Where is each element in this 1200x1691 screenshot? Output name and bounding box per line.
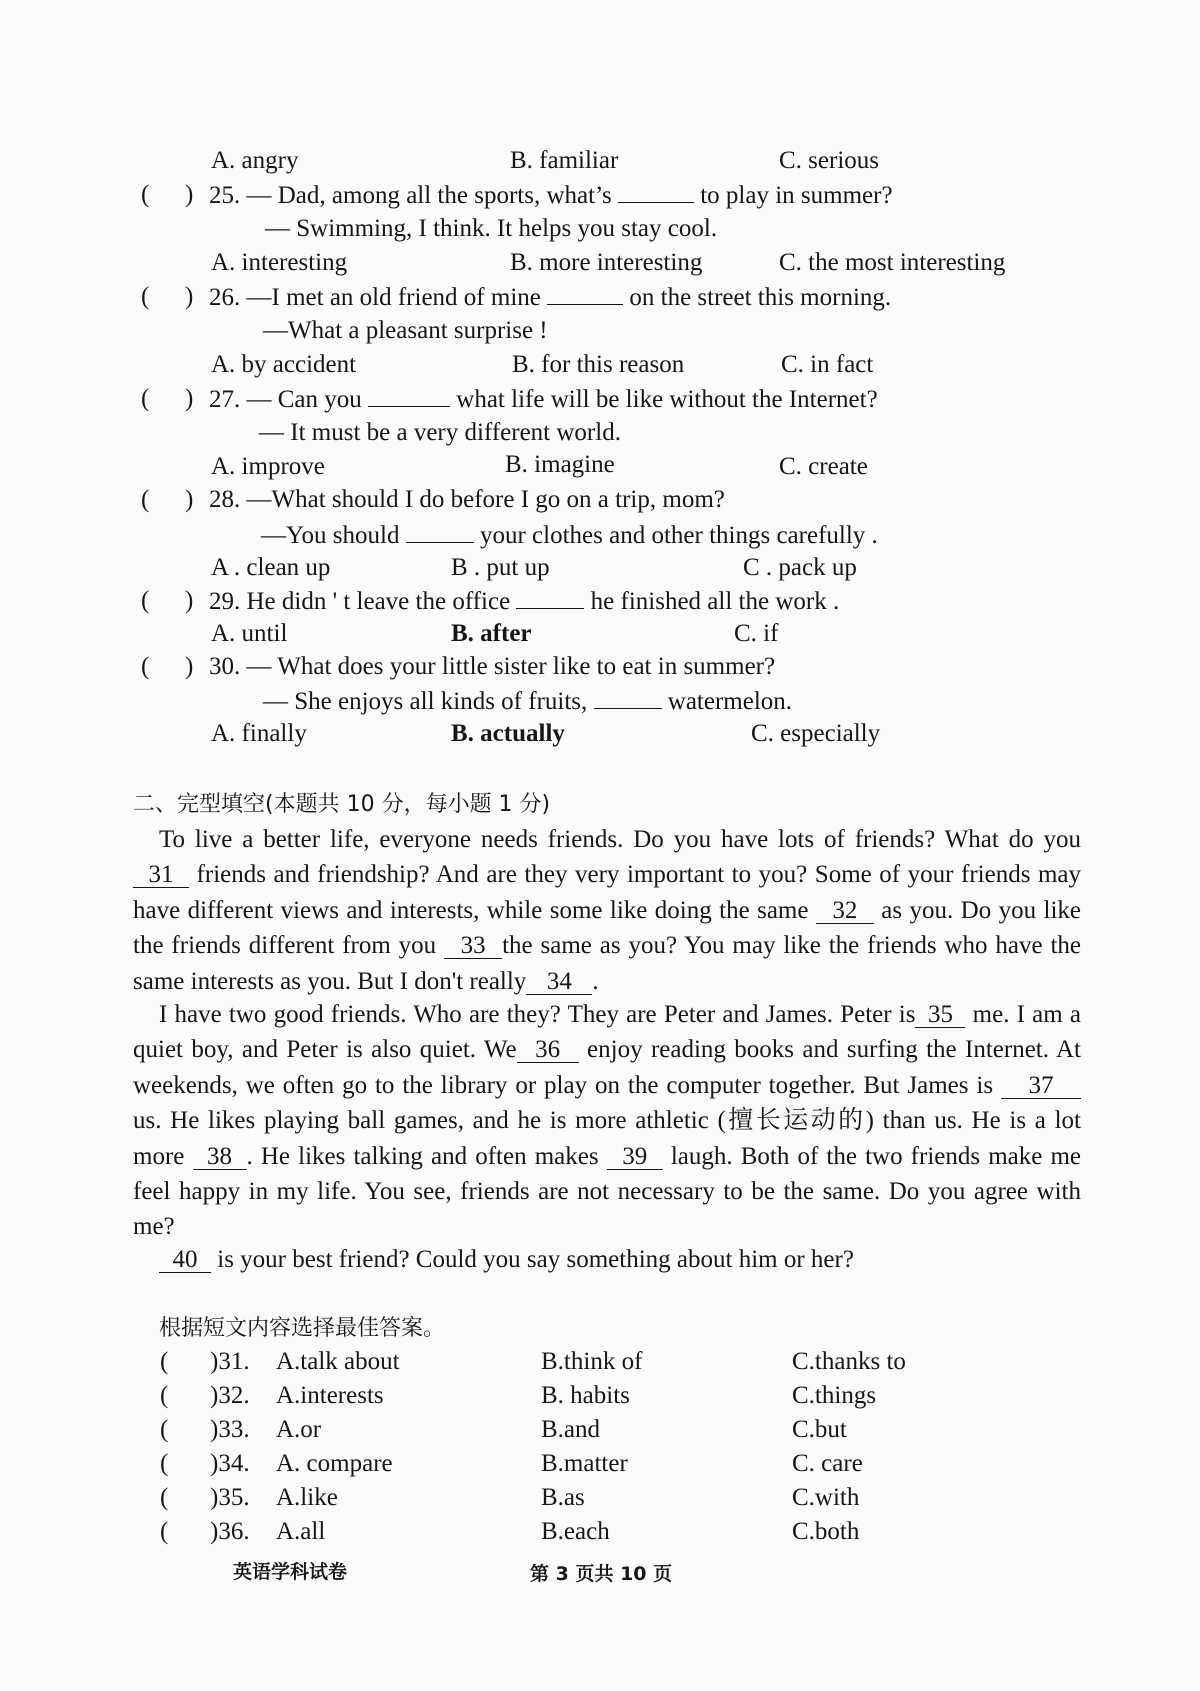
q34-option-a: A. compare bbox=[276, 1450, 393, 1477]
q26-option-c: C. in fact bbox=[781, 351, 874, 378]
blank-39: 39 bbox=[607, 1145, 663, 1170]
q27-option-a: A. improve bbox=[211, 453, 325, 480]
passage-text: enjoy reading books and surfing the Internet. At weekends, we often go to the library or play on the computer together. But James is bbox=[133, 1036, 1082, 1099]
q26-answer-paren-close: ) bbox=[185, 283, 194, 310]
q24-option-b: B. familiar bbox=[510, 147, 619, 174]
q29-option-c: C. if bbox=[734, 620, 779, 647]
q30-question: — What does your little sister like to eat in summer? bbox=[246, 653, 776, 680]
q33-question-number: )33. bbox=[210, 1416, 250, 1443]
section2-heading: 二、完型填空(本题共 10 分，每小题 1 分) bbox=[133, 792, 551, 817]
q30-reply bbox=[263, 686, 792, 717]
q28-text-post: your clothes and other things carefully . bbox=[479, 522, 878, 549]
blank-33: 33 bbox=[444, 934, 502, 959]
q34-option-c: C. care bbox=[792, 1450, 863, 1477]
blank-37: 37 bbox=[1001, 1074, 1081, 1099]
q24-option-c: C. serious bbox=[779, 147, 879, 174]
q25-option-a: A. interesting bbox=[211, 249, 348, 276]
q25-stem bbox=[209, 180, 893, 211]
passage-text: us. He likes playing ball games, and he is more athletic (擅长运动的) than us. He is a lot more bbox=[133, 1107, 1081, 1170]
q30-stem bbox=[209, 652, 775, 682]
q30-blank bbox=[594, 686, 662, 709]
passage-text: I have two good friends. Who are they? They are Peter and James. Peter is bbox=[159, 1001, 916, 1028]
q26-option-a: A. by accident bbox=[211, 351, 357, 378]
q36-option-a: A.all bbox=[276, 1518, 326, 1545]
q26-text-post: on the street this morning. bbox=[629, 284, 892, 311]
q29-text-post: he finished all the work . bbox=[590, 588, 840, 615]
q26-text-pre: —I met an old friend of mine bbox=[246, 284, 541, 311]
q26-reply: —What a pleasant surprise ! bbox=[263, 317, 548, 344]
q27-option-c: C. create bbox=[779, 453, 868, 480]
q25-text-pre: — Dad, among all the sports, what’s bbox=[246, 182, 612, 209]
q29-answer-paren-open: ( bbox=[141, 587, 150, 614]
q28-blank bbox=[406, 520, 474, 543]
q25-option-c: C. the most interesting bbox=[779, 249, 1006, 276]
q32-answer-paren-open: ( bbox=[160, 1382, 169, 1409]
q36-answer-paren-open: ( bbox=[160, 1518, 169, 1545]
q30-option-b: B. actually bbox=[451, 720, 565, 747]
q36-option-c: C.both bbox=[792, 1518, 860, 1545]
q27-reply: — It must be a very different world. bbox=[259, 419, 621, 446]
q26-answer-paren-open: ( bbox=[141, 283, 150, 310]
passage-text: . bbox=[592, 967, 599, 995]
q24-option-a: A. angry bbox=[211, 147, 299, 174]
blank-36: 36 bbox=[517, 1038, 579, 1063]
q35-question-number: )35. bbox=[210, 1484, 250, 1511]
blank-35: 35 bbox=[915, 1003, 965, 1028]
q27-answer-paren-open: ( bbox=[141, 385, 150, 412]
q28-reply bbox=[261, 520, 878, 551]
q32-option-a: A.interests bbox=[276, 1382, 384, 1409]
q27-option-b: B. imagine bbox=[505, 451, 615, 478]
q31-option-a: A.talk about bbox=[276, 1348, 400, 1375]
q36-question-number: )36. bbox=[210, 1518, 250, 1545]
q33-option-c: C.but bbox=[792, 1416, 847, 1443]
q26-blank bbox=[547, 282, 623, 305]
q25-text-post: to play in summer? bbox=[700, 182, 893, 209]
q34-answer-paren-open: ( bbox=[160, 1450, 169, 1477]
q28-answer-paren-open: ( bbox=[141, 486, 150, 513]
q33-option-a: A.or bbox=[276, 1416, 322, 1443]
q30-number: 30. bbox=[209, 653, 241, 680]
q35-option-b: B.as bbox=[541, 1484, 585, 1511]
q34-option-b: B.matter bbox=[541, 1450, 628, 1477]
q28-option-b: B . put up bbox=[451, 554, 550, 581]
passage-text: me. I am a quiet boy, and Peter is also quiet. We bbox=[133, 1001, 1082, 1064]
q27-text-post: what life will be like without the Internet? bbox=[456, 386, 878, 413]
passage-text: To live a better life, everyone needs friends. Do you have lots of friends? What do you bbox=[159, 826, 1081, 853]
q28-answer-paren-close: ) bbox=[185, 486, 194, 513]
passage-text: as you. Do you like the friends different from you bbox=[133, 896, 1082, 960]
q27-stem bbox=[209, 384, 878, 415]
q32-option-b: B. habits bbox=[541, 1382, 630, 1409]
q32-option-c: C.things bbox=[792, 1382, 877, 1409]
passage-text: the same as you? You may like the friends who have the same interests as you. But I don't really bbox=[133, 932, 1081, 995]
q25-answer-paren-close: ) bbox=[185, 181, 194, 208]
q26-stem bbox=[209, 282, 891, 313]
q31-question-number: )31. bbox=[210, 1348, 250, 1375]
q26-option-b: B. for this reason bbox=[512, 351, 685, 378]
q31-option-c: C.thanks to bbox=[792, 1348, 906, 1375]
q35-option-c: C.with bbox=[792, 1484, 860, 1511]
q29-option-a: A. until bbox=[211, 620, 288, 647]
q33-answer-paren-open: ( bbox=[160, 1416, 169, 1443]
q28-option-a: A . clean up bbox=[211, 554, 331, 581]
passage-text: laugh. Both of the two friends make me feel happy in my life. You see, friends are not necessary to be the same. Do you agree with me? bbox=[133, 1142, 1082, 1241]
footer-subject: 英语学科试卷 bbox=[233, 1561, 348, 1583]
q26-number: 26. bbox=[209, 284, 241, 311]
q31-option-b: B.think of bbox=[541, 1348, 643, 1375]
section2-instruction: 根据短文内容选择最佳答案。 bbox=[159, 1316, 446, 1341]
q31-answer-paren-open: ( bbox=[160, 1348, 169, 1375]
q30-text-post: watermelon. bbox=[667, 688, 793, 715]
q28-number: 28. bbox=[209, 486, 241, 513]
q29-stem bbox=[209, 586, 839, 617]
q29-text-pre: He didn ' t leave the office bbox=[246, 588, 511, 615]
passage-text: is your best friend? Could you say something about him or her? bbox=[217, 1246, 854, 1273]
q30-text-pre: — She enjoys all kinds of fruits, bbox=[263, 688, 588, 715]
blank-34: 34 bbox=[526, 970, 592, 995]
q25-answer-paren-open: ( bbox=[141, 181, 150, 208]
q25-reply: — Swimming, I think. It helps you stay cool. bbox=[265, 215, 718, 242]
q28-question: —What should I do before I go on a trip, mom? bbox=[246, 486, 725, 513]
q25-blank bbox=[618, 180, 694, 203]
q34-question-number: )34. bbox=[210, 1450, 250, 1477]
q35-answer-paren-open: ( bbox=[160, 1484, 169, 1511]
q28-stem bbox=[209, 485, 725, 515]
passage-paragraph-2 bbox=[133, 997, 1081, 1245]
q32-question-number: )32. bbox=[210, 1382, 250, 1409]
passage-paragraph-3 bbox=[133, 1242, 1081, 1277]
q29-blank bbox=[516, 586, 584, 609]
passage-paragraph-1 bbox=[133, 822, 1081, 999]
passage-text: friends and friendship? And are they very important to you? Some of your friends may have different views and interests, while some like doing the same bbox=[133, 861, 1082, 924]
q29-answer-paren-close: ) bbox=[185, 587, 194, 614]
q27-blank bbox=[368, 384, 450, 407]
q36-option-b: B.each bbox=[541, 1518, 610, 1545]
passage-text: . He likes talking and often makes bbox=[246, 1142, 599, 1170]
q28-text-pre: —You should bbox=[261, 522, 400, 549]
q25-option-b: B. more interesting bbox=[510, 249, 703, 276]
footer-page-number: 第 3 页共 10 页 bbox=[530, 1563, 673, 1585]
blank-40: 40 bbox=[159, 1248, 211, 1273]
q30-option-a: A. finally bbox=[211, 720, 307, 747]
blank-31: 31 bbox=[133, 863, 189, 888]
q29-option-b: B. after bbox=[451, 620, 532, 647]
q35-option-a: A.like bbox=[276, 1484, 338, 1511]
q28-option-c: C . pack up bbox=[743, 554, 857, 581]
q33-option-b: B.and bbox=[541, 1416, 601, 1443]
q25-number: 25. bbox=[209, 182, 241, 209]
q30-answer-paren-close: ) bbox=[185, 653, 194, 680]
q30-answer-paren-open: ( bbox=[141, 653, 150, 680]
q29-number: 29. bbox=[209, 588, 241, 615]
q30-option-c: C. especially bbox=[751, 720, 881, 747]
q27-text-pre: — Can you bbox=[246, 386, 362, 413]
blank-32: 32 bbox=[816, 899, 874, 924]
q27-number: 27. bbox=[209, 386, 241, 413]
blank-38: 38 bbox=[193, 1145, 247, 1170]
q27-answer-paren-close: ) bbox=[185, 385, 194, 412]
